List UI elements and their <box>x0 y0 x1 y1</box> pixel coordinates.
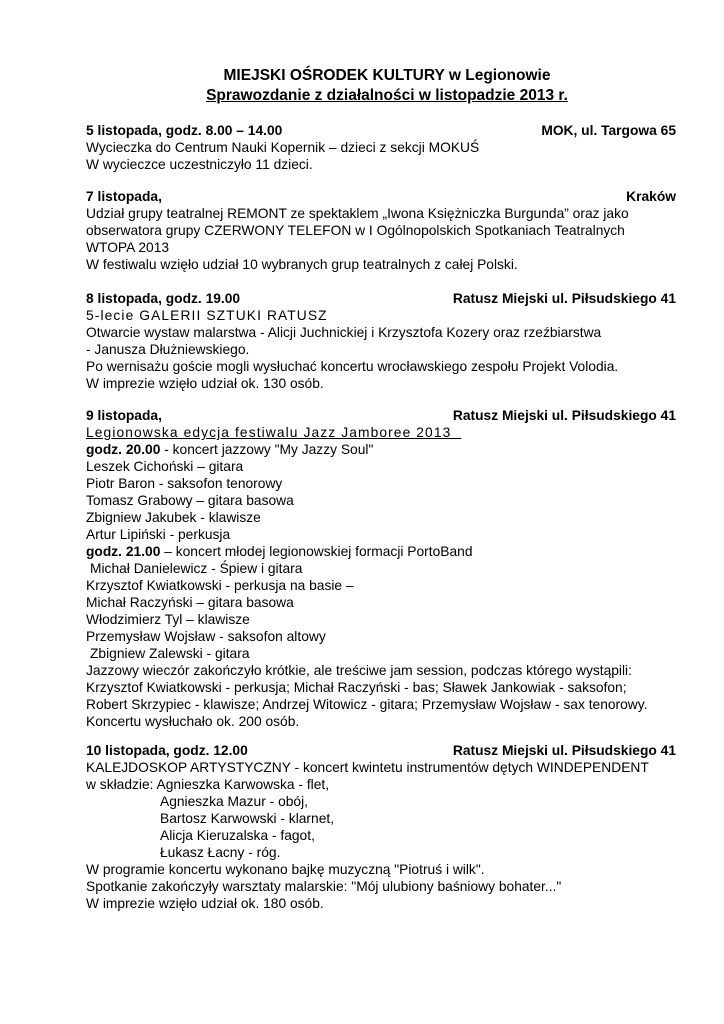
event-place: Kraków <box>626 189 676 204</box>
concert-2-line <box>86 543 676 560</box>
text-line: WTOPA 2013 <box>86 240 170 255</box>
event-date: 9 listopada, <box>86 408 162 423</box>
event-section-nov-10 <box>86 742 676 912</box>
ensemble-member: Łukasz Łacny - róg. <box>160 845 281 860</box>
ensemble-member: Agnieszka Mazur - obój, <box>160 794 308 809</box>
musician-line: Krzysztof Kwiatkowski - perkusja na basie – <box>86 578 354 593</box>
concert-description: - koncert jazzowy "My Jazzy Soul" <box>160 442 374 457</box>
concert-time: godz. 21.00 <box>86 544 161 559</box>
event-date: 8 listopada, godz. 19.00 <box>86 291 241 306</box>
event-header <box>86 742 676 759</box>
text-line: KALEJDOSKOP ARTYSTYCZNY - koncert kwintetu instrumentów dętych WINDEPENDENT <box>86 760 649 775</box>
musician-line: Michał Danielewicz - Śpiew i gitara <box>90 561 303 576</box>
event-place: Ratusz Miejski ul. Piłsudskiego 41 <box>452 291 676 306</box>
concert-1-line <box>86 441 676 458</box>
text-line: W wycieczce uczestniczyło 11 dzieci. <box>86 157 313 172</box>
text-line: W imprezie wzięło udział ok. 180 osób. <box>86 896 324 911</box>
event-place: MOK, ul. Targowa 65 <box>541 123 676 138</box>
text-line: Otwarcie wystaw malarstwa - Alicji Juchnickiej i Krzysztofa Kozery oraz rzeźbiarstwa <box>86 325 602 340</box>
text-line: Krzysztof Kwiatkowski - perkusja; Michał Raczyński - bas; Sławek Jankowiak - saksofon; <box>86 680 627 695</box>
event-header <box>86 122 676 139</box>
event-section-nov-8 <box>86 290 676 392</box>
event-name: 5-lecie GALERII SZTUKI RATUSZ <box>86 308 328 323</box>
event-section-nov-5 <box>86 122 676 173</box>
concert-description: – koncert młodej legionowskiej formacji PortoBand <box>160 544 473 559</box>
text-line: - Janusza Dłużniewskiego. <box>86 342 250 357</box>
document-title: MIEJSKI OŚRODEK KULTURY w Legionowie <box>223 67 551 84</box>
event-date: 10 listopada, godz. 12.00 <box>86 743 248 758</box>
text-line: Po wernisażu goście mogli wysłuchać koncertu wrocławskiego zespołu Projekt Volodia. <box>86 359 619 374</box>
text-line: Koncertu wysłuchało ok. 200 osób. <box>86 714 300 729</box>
text-line: W imprezie wzięło udział ok. 130 osób. <box>86 376 324 391</box>
text-line: Spotkanie zakończyły warsztaty malarskie: "Mój ulubiony baśniowy bohater..." <box>86 879 562 894</box>
text-line: Wycieczka do Centrum Nauki Kopernik – dzieci z sekcji MOKUŚ <box>86 140 480 155</box>
event-section-nov-7 <box>86 188 676 273</box>
musician-line: Leszek Cichoński – gitara <box>86 459 244 474</box>
text-line: W festiwalu wzięło udział 10 wybranych grup teatralnych z całej Polski. <box>86 257 518 272</box>
musician-line: Włodzimierz Tyl – klawisze <box>86 612 250 627</box>
event-header <box>86 407 676 424</box>
musician-line: Tomasz Grabowy – gitara basowa <box>86 493 294 508</box>
event-header <box>86 290 676 307</box>
musician-line: Michał Raczyński – gitara basowa <box>86 595 294 610</box>
text-line: obserwatora grupy CZERWONY TELEFON w I Ogólnopolskich Spotkaniach Teatralnych <box>86 223 625 238</box>
event-place: Ratusz Miejski ul. Piłsudskiego 41 <box>452 743 676 758</box>
event-date: 5 listopada, godz. 8.00 – 14.00 <box>86 123 283 138</box>
text-line: Udział grupy teatralnej REMONT ze spektaklem „Iwona Księżniczka Burgunda” oraz jako <box>86 206 629 221</box>
document-subtitle: Sprawozdanie z działalności w listopadzie 2013 r. <box>206 87 568 104</box>
event-section-nov-9 <box>86 407 676 730</box>
text-line: Robert Skrzypiec - klawisze; Andrzej Witowicz - gitara; Przemysław Wojsław - sax tenorowy. <box>86 697 648 712</box>
musician-line: Zbigniew Zalewski - gitara <box>90 646 250 661</box>
ensemble-member: Bartosz Karwowski - klarnet, <box>160 811 335 826</box>
text-line: W programie koncertu wykonano bajkę muzyczną "Piotruś i wilk". <box>86 862 485 877</box>
event-name: Legionowska edycja festiwalu Jazz Jamboree 2013 <box>86 425 462 440</box>
event-place: Ratusz Miejski ul. Piłsudskiego 41 <box>452 408 676 423</box>
event-date: 7 listopada, <box>86 189 162 204</box>
musician-line: Zbigniew Jakubek - klawisze <box>86 510 261 525</box>
musician-line: Artur Lipiński - perkusja <box>86 527 231 542</box>
text-line: w składzie: Agnieszka Karwowska - flet, <box>86 777 330 792</box>
musician-line: Przemysław Wojsław - saksofon altowy <box>86 629 326 644</box>
event-header <box>86 188 676 205</box>
musician-line: Piotr Baron - saksofon tenorowy <box>86 476 283 491</box>
concert-time: godz. 20.00 <box>86 442 161 457</box>
ensemble-member: Alicja Kieruzalska - fagot, <box>160 828 315 843</box>
text-line: Jazzowy wieczór zakończyło krótkie, ale treściwe jam session, podczas którego wystąpili: <box>86 663 632 678</box>
